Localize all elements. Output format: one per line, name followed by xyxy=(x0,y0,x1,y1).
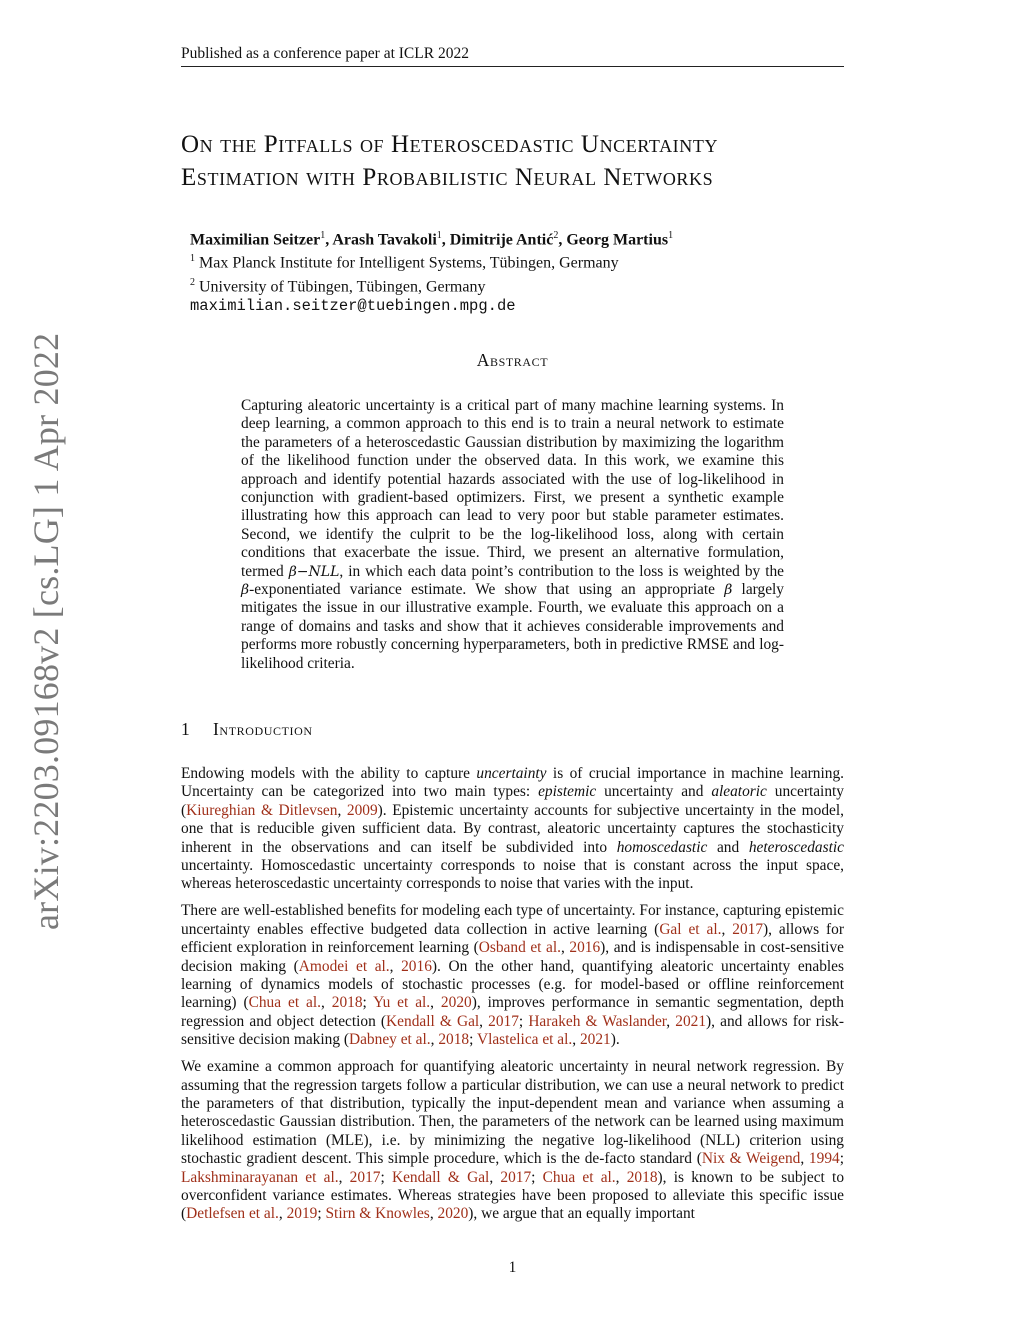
text-segment: There are well-established benefits for modeling each type of uncertainty. For instance, capturing epistemic uncertainty enables effective budgeted data collection in active learning ( xyxy=(181,902,844,938)
author-affil-mark: 1 xyxy=(320,230,326,241)
citation-link[interactable]: Osband et al. xyxy=(478,939,561,957)
citation-link[interactable]: 2018 xyxy=(626,1168,658,1186)
citation-link[interactable]: Yu et al. xyxy=(373,994,431,1012)
text-segment: , xyxy=(337,801,347,819)
text-segment: ; xyxy=(839,1150,844,1168)
affiliation-text: Max Planck Institute for Intelligent Systems, Tübingen, Germany xyxy=(195,254,619,272)
text-segment: ), is known to be subject to overconfident variance estimates. Whereas strategies have been proposed to alleviate this specific issue ( xyxy=(181,1168,845,1223)
text-segment: uncertainty and xyxy=(596,783,712,801)
citation-link[interactable]: 2021 xyxy=(579,1031,611,1049)
text-segment: ). xyxy=(610,1031,620,1049)
citation-link[interactable]: Gal et al. xyxy=(659,920,722,938)
citation-link[interactable]: 2018 xyxy=(331,994,363,1012)
citation-link[interactable]: Kendall & Gal xyxy=(386,1012,480,1030)
author-separator: , xyxy=(558,231,567,249)
section-number: 1 xyxy=(181,719,190,739)
citation-link[interactable]: Chua et al. xyxy=(542,1168,616,1186)
affiliation xyxy=(190,249,850,272)
author-separator: , xyxy=(325,231,333,249)
intro-paragraph-2 xyxy=(181,902,844,1049)
text-segment: , xyxy=(479,1012,489,1030)
text-segment: ), and is indispensable in cost-sensitive decision making ( xyxy=(181,939,844,975)
citation-link[interactable]: Stirn & Knowles xyxy=(325,1205,430,1223)
author-name: Maximilian Seitzer xyxy=(190,231,321,249)
citation-link[interactable]: 2016 xyxy=(569,939,601,957)
header-rule xyxy=(181,66,844,67)
abstract-text xyxy=(241,397,784,673)
abstract-segment: largely mitigates the issue in our illustrative example. Fourth, we evaluate this approach on a range of domains and tasks and show that it achieves considerable improvements and performs more robustly concerning hyperparameters, both in predictive RMSE and log-likelihood criteria. xyxy=(241,581,784,672)
affiliation-mark: 2 xyxy=(190,276,195,288)
text-segment: , xyxy=(430,1031,439,1049)
text-segment: , xyxy=(666,1012,676,1030)
citation-link[interactable]: Dabney et al. xyxy=(348,1031,431,1049)
affiliation xyxy=(190,273,850,296)
beta-symbol: β xyxy=(241,582,250,599)
citation-link[interactable]: Amodei et al. xyxy=(298,957,390,975)
text-segment: ; xyxy=(380,1168,392,1186)
citation-link[interactable]: Vlastelica et al. xyxy=(476,1031,573,1049)
text-segment: We examine a common approach for quantifying aleatoric uncertainty in neural network regression. By assuming that the regression targets follow a particular distribution, we can use a neural network to predict the parameters of that distribution, typically the input-dependent mean and variance when assuming a heteroscedastic Gaussian distribution. Then, the parameters of the network can be learned using maximum likelihood estimation (MLE), i.e. by minimizing the negative log-likelihood (NLL) criterion using stochastic gradient descent. This simple procedure, which is the de-facto standard ( xyxy=(181,1058,844,1168)
citation-link[interactable]: 2019 xyxy=(286,1205,318,1223)
arxiv-identifier[interactable]: arXiv:2203.09168v2 [cs.LG] 1 Apr 2022 xyxy=(26,332,66,930)
text-segment: , xyxy=(429,1205,438,1223)
text-segment: , xyxy=(560,939,570,957)
affiliation-text: University of Tübingen, Tübingen, Germany xyxy=(195,277,486,295)
citation-link[interactable]: Chua et al. xyxy=(248,994,321,1012)
author-affil-mark: 2 xyxy=(553,230,559,241)
citation-link[interactable]: 2020 xyxy=(437,1205,469,1223)
emphasis: uncertainty xyxy=(476,765,547,782)
text-segment: ), we argue that an equally important xyxy=(468,1205,695,1223)
page-number: 1 xyxy=(508,1259,517,1276)
author-separator: , xyxy=(441,231,450,249)
author-name: Arash Tavakoli xyxy=(332,231,437,249)
emphasis: aleatoric xyxy=(711,783,767,801)
emphasis: epistemic xyxy=(538,783,597,801)
text-segment: uncertainty ( xyxy=(181,783,845,819)
text-segment: , xyxy=(615,1168,627,1186)
citation-link[interactable]: Detlefsen et al. xyxy=(186,1205,279,1223)
section-heading-introduction xyxy=(181,719,844,739)
text-segment: ), allows for efficient exploration in reinforcement learning ( xyxy=(181,920,844,957)
affiliation-mark: 1 xyxy=(190,253,195,265)
citation-link[interactable]: Kendall & Gal xyxy=(391,1168,490,1186)
text-segment: , xyxy=(572,1031,580,1049)
text-segment: , xyxy=(338,1168,350,1186)
author-affil-mark: 1 xyxy=(668,230,674,241)
citation-link[interactable]: 2018 xyxy=(438,1031,470,1049)
paper-title xyxy=(181,128,861,194)
beta-symbol: β xyxy=(724,582,733,599)
text-segment: is of crucial importance in machine learning. Uncertainty can be categorized into two main types: xyxy=(181,765,844,801)
text-segment: ; xyxy=(531,1168,543,1186)
text-segment: Endowing models with the ability to capture xyxy=(181,765,477,782)
citation-link[interactable]: 2017 xyxy=(349,1168,381,1186)
text-segment: , xyxy=(721,920,733,938)
citation-link[interactable]: 2020 xyxy=(440,994,472,1012)
abstract-heading: Abstract xyxy=(476,350,549,370)
running-head: Published as a conference paper at ICLR 2022 xyxy=(181,45,469,62)
text-segment: ). On the other hand, quantifying aleatoric uncertainty enables learning of dynamics models of stochastic processes (e.g. for model-based or offline reinforcement learning) ( xyxy=(181,957,844,1012)
introduction-body xyxy=(181,765,844,1232)
intro-paragraph-3 xyxy=(181,1058,844,1224)
abstract-segment: Capturing aleatoric uncertainty is a critical part of many machine learning systems. In deep learning, a common approach to this end is to train a neural network to estimate the parameters of a heteroscedastic Gaussian distribution by maximizing the logarithm of the likelihood function under the observed data. In this work, we examine this approach and identify potential hazards associated with the use of log-likelihood in conjunction with gradient-based optimizers. First, we present a synthetic example illustrating how this approach can lead to very poor but stable parameter estimates. Second, we identify the culprit to be the log-likelihood loss, along with certain conditions that exacerbate the issue. Third, we present an alternative formulation, termed xyxy=(241,397,784,580)
text-segment: , xyxy=(800,1150,809,1168)
citation-link[interactable]: 2009 xyxy=(346,801,378,819)
citation-link[interactable]: 1994 xyxy=(808,1150,840,1168)
citation-link[interactable]: Lakshminarayanan et al. xyxy=(181,1168,339,1186)
text-segment: ; xyxy=(518,1012,529,1030)
author-list xyxy=(190,226,850,249)
section-title: Introduction xyxy=(213,719,313,739)
citation-link[interactable]: 2016 xyxy=(401,957,432,975)
text-segment: , xyxy=(389,957,402,975)
text-segment: , xyxy=(278,1205,287,1223)
text-segment: ; xyxy=(469,1031,477,1049)
abstract-segment: -exponentiated variance estimate. We show that using an appropriate xyxy=(249,581,725,599)
citation-link[interactable]: 2021 xyxy=(675,1012,707,1030)
citation-link[interactable]: 2017 xyxy=(500,1168,532,1186)
abstract-segment: , in which each data point’s contribution to the loss is weighted by the xyxy=(339,562,784,580)
text-segment: , xyxy=(320,994,332,1012)
citation-link[interactable]: 2017 xyxy=(732,920,764,938)
author-email[interactable]: maximilian.seitzer@tuebingen.mpg.de xyxy=(190,296,516,315)
title-line-1: On the Pitfalls of Heteroscedastic Uncertainty xyxy=(181,131,719,158)
author-name: Dimitrije Antić xyxy=(449,231,554,249)
beta-nll-term: β−NLL xyxy=(288,563,340,580)
emphasis: homoscedastic xyxy=(616,838,708,856)
author-affil-mark: 1 xyxy=(436,230,442,241)
text-segment: ; xyxy=(362,994,374,1012)
emphasis: heteroscedastic xyxy=(748,838,844,856)
citation-link[interactable]: 2017 xyxy=(488,1012,519,1030)
text-segment: ). Epistemic uncertainty accounts for subjective uncertainty in the model, one that is reducible given sufficient data. By contrast, aleatoric uncertainty captures the stochasticity inherent in the observations and can itself be subdivided into xyxy=(181,801,844,856)
title-line-2: Estimation with Probabilistic Neural Networks xyxy=(181,164,714,191)
author-name: Georg Martius xyxy=(566,231,669,249)
text-segment: uncertainty. Homoscedastic uncertainty corresponds to noise that is constant across the input space, whereas heteroscedastic uncertainty corresponds to noise that varies with the input. xyxy=(181,857,844,893)
citation-link[interactable]: Kiureghian & Ditlevsen xyxy=(186,801,338,819)
text-segment: ; xyxy=(317,1205,326,1223)
abstract-paragraph xyxy=(241,397,784,673)
citation-link[interactable]: Harakeh & Waslander xyxy=(528,1012,667,1030)
text-segment: , xyxy=(430,994,441,1012)
intro-paragraph-1 xyxy=(181,765,844,894)
citation-link[interactable]: Nix & Weigend xyxy=(701,1150,801,1168)
text-segment: , xyxy=(489,1168,501,1186)
text-segment: and xyxy=(707,838,749,856)
text-segment: ), and allows for risk-sensitive decision making ( xyxy=(181,1012,845,1049)
text-segment: ), improves performance in semantic segmentation, depth regression and object detection ( xyxy=(181,994,844,1030)
author-block xyxy=(190,226,850,316)
